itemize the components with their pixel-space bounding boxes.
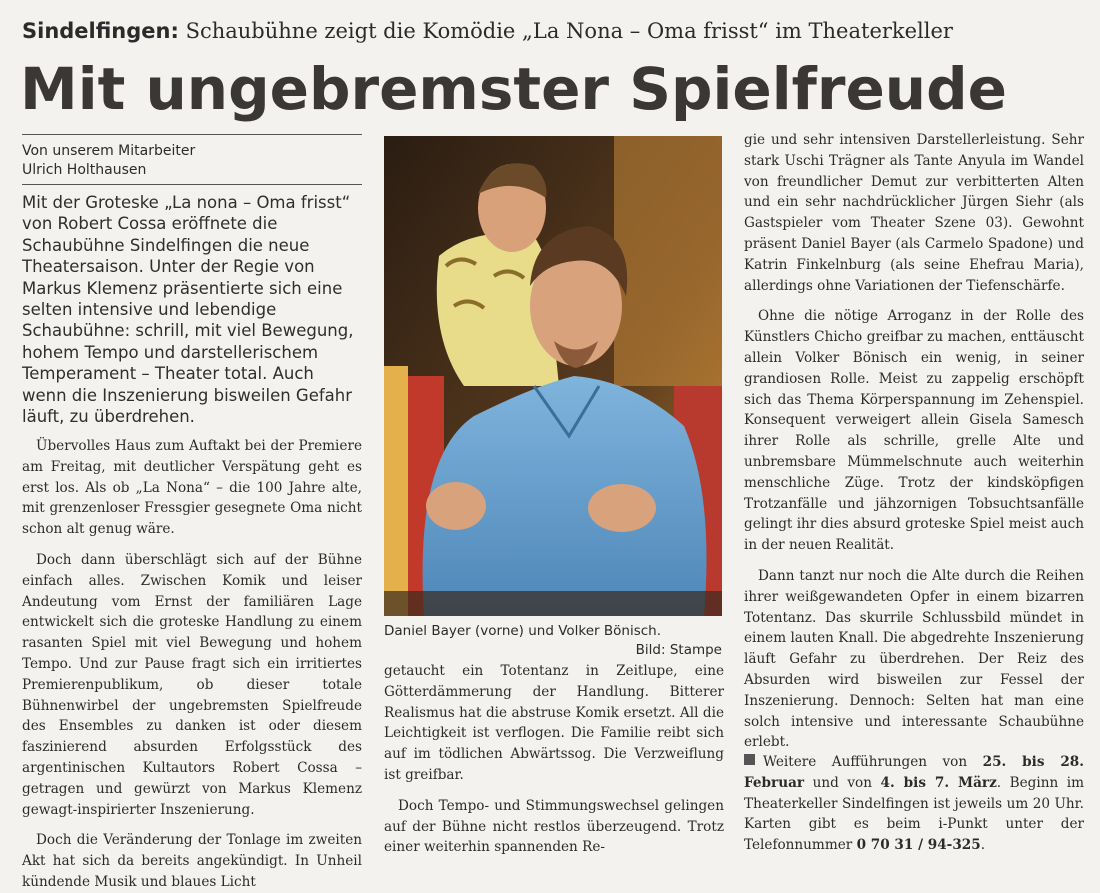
headline: Mit ungebremster Spielfreude <box>20 55 1007 123</box>
article-photo <box>384 136 722 616</box>
col1-paragraph-3: Doch die Veränderung der Tonlage im zweiten Akt hat sich da bereits angekündigt. In Unheil kündende Musik und blaues Licht <box>22 832 362 890</box>
photo-illustration <box>384 136 722 616</box>
info-dates-february: 25. bis 28. Februar <box>744 754 1085 791</box>
lead-text: Mit der Groteske „La nona – Oma frisst“ von Robert Cossa eröffnete die Schaubühne Sindelfingen die neue Theatersaison. Unter der Regie von Markus Klemenz präsentierte sich eine selten intensive und lebendige Schaubühne: schrill, mit viel Bewegung, hohem Tempo und darstellerischem Temperament – Theater total. Auch wenn die Inszenierung bisweilen Gefahr läuft, zu überdrehen. <box>22 193 354 427</box>
lead-paragraph <box>22 192 362 427</box>
info-text-4: . <box>980 837 986 854</box>
info-text-1: Weitere Aufführungen von <box>763 754 983 770</box>
info-bullet-square <box>744 754 755 765</box>
col3-paragraph-3: Dann tanzt nur noch die Alte durch die Reihen ihrer weißgewandeten Opfer in einem bizarren Totentanz. Das skurrile Schlussbild mündet in einem lauten Knall. Die abgedrehte Inszenierung läuft Gefahr zu überdrehen. Der Reiz des Absurden wird bisweilen zur Fessel der Inszenierung. Dennoch: Selten hat man eine solch intensive und interessante Schaubühne erlebt. <box>744 567 1084 751</box>
byline <box>22 142 362 180</box>
col3-paragraph-1: gie und sehr intensiven Darstellerleistung. Sehr stark Uschi Trägner als Tante Anyula im Wandel von freundlicher Demut zur verbitterten Alten und ein sehr nachdrücklicher Jürgen Siehr (als Gastspieler vom Theater Szene 03). Gewohnt präsent Daniel Bayer (als Carmelo Spadone) und Katrin Finkelnburg (als seine Ehefrau Maria), allerdings ohne Variationen der Tiefenschärfe. <box>744 132 1084 294</box>
col3-paragraph-2: Ohne die nötige Arroganz in der Rolle des Künstlers Chicho greifbar zu machen, enttäuscht allein Volker Bönisch ein wenig, in seiner grandiosen Rolle. Meist zu zappelig erschöpft sich das Thema Körperspannung im Zehenspiel. Konsequent verweigert allein Gisela Samesch ihrer Rolle als schrille, grelle Alte und unbremsbare Mümmelschnute auch weiterhin menschliche Züge. Trotz der kindsköpfigen Trotzanfälle und jähzornigen Tobsuchtsanfälle gelingt ihr dies absurd groteske Spiel meist auch in der neuen Realität. <box>744 308 1084 554</box>
col2-paragraph-2: Doch Tempo- und Stimmungswechsel gelingen auf der Bühne nicht restlos überzeugend. Trotz einer weiterhin spannenden Re- <box>384 797 724 856</box>
info-phone-number: 0 70 31 / 94-325 <box>856 837 981 854</box>
column-1 <box>22 436 362 893</box>
col2-paragraph-1: getaucht ein Totentanz in Zeitlupe, eine Götterdämmerung der Handlung. Bitterer Realismus hat die abstruse Komik ersetzt. All die Leichtigkeit ist verflogen. Die Familie reibt sich auf im tödlichen Abwärtssog. Die Verzweiflung ist greifbar. <box>384 663 724 783</box>
column-3 <box>744 130 1084 753</box>
photo-credit: Bild: Stampe <box>635 642 722 658</box>
col1-paragraph-1: Übervolles Haus zum Auftakt bei der Premiere am Freitag, mit deutlicher Verspätung geht es erst los. Als ob „La Nona“ – die 100 Jahre alte, mit grenzenloser Fressgier gesegnete Oma nicht schon alt genug wäre. <box>22 438 362 538</box>
performance-info-box <box>744 752 1084 856</box>
photo-caption <box>384 622 722 660</box>
info-text-3: . Beginn im Theaterkeller Sindelfingen ist jeweils um 20 Uhr. Karten gibt es beim i-Punkt unter der Telefonnummer <box>744 774 1085 854</box>
byline-line1: Von unserem Mitarbeiter <box>22 143 196 159</box>
kicker-place: Sindelfingen: <box>22 19 179 43</box>
byline-line2: Ulrich Holthausen <box>22 162 147 178</box>
col1-paragraph-2: Doch dann überschlägt sich auf der Bühne einfach alles. Zwischen Komik und leiser Andeutung vom Ernst der familiären Lage entwickelt sich die groteske Handlung zu einem rasanten Spiel mit viel Bewegung und hohem Tempo. Und zur Pause fragt sich ein irritiertes Premierenpublikum, ob dieser totale Bühnenwirbel der ungebremsten Spielfreude des Ensembles zu danken ist oder diesem faszinierend absurden Erfolgsstück des argentinischen Kultautors Robert Cossa – getragen und gewürzt von Markus Klemenz gewagt-inspirierter Inszenierung. <box>22 551 362 818</box>
info-text-2: und von <box>804 774 881 791</box>
byline-bottom-rule <box>22 184 362 185</box>
byline-top-rule <box>22 134 362 135</box>
info-dates-march: 4. bis 7. März <box>880 774 997 791</box>
column-2 <box>384 661 724 858</box>
caption-text: Daniel Bayer (vorne) und Volker Bönisch. <box>384 623 662 639</box>
kicker <box>22 18 1082 44</box>
kicker-text: Schaubühne zeigt die Komödie „La Nona – Oma frisst“ im Theaterkeller <box>185 19 953 43</box>
